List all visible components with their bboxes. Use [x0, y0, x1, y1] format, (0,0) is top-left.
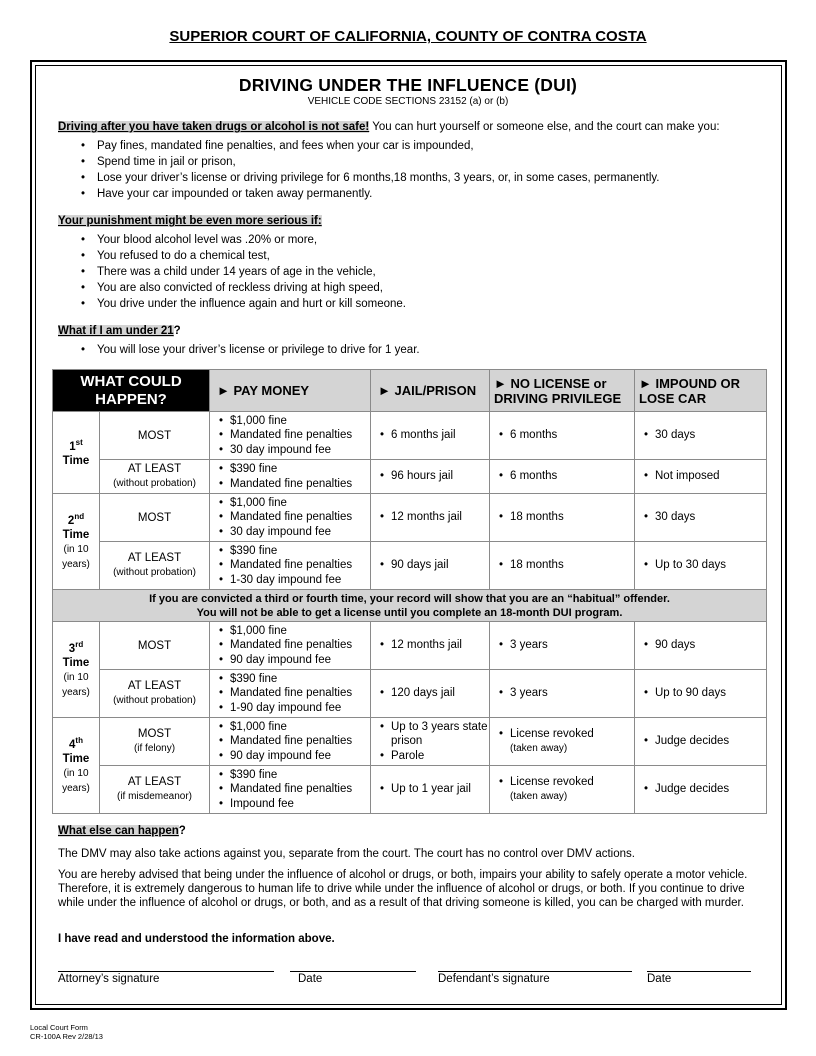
- header-impound: ► IMPOUND OR LOSE CAR: [635, 370, 767, 412]
- level-most: MOST: [100, 412, 210, 460]
- list-item: • Mandated fine penalties: [217, 638, 370, 653]
- list-item: • You drive under the influence again and hurt or kill someone.: [58, 296, 406, 312]
- list-item: • 3 years: [497, 638, 634, 653]
- license-cell: [490, 494, 635, 542]
- defendant-signature-label: Defendant’s signature: [438, 973, 550, 985]
- list-item: • $390 fine: [217, 544, 370, 559]
- table-row: [53, 460, 767, 494]
- license-cell: [490, 622, 635, 670]
- impound-cell: [635, 766, 767, 814]
- else-heading: What else can happen: [58, 825, 179, 837]
- jail-cell: [371, 718, 490, 766]
- table-header-row: [53, 370, 767, 412]
- offense-third: 3rd Time (in 10 years): [53, 622, 100, 718]
- intro-list: [58, 138, 659, 202]
- list-item: • $390 fine: [217, 462, 370, 477]
- jail-cell: [371, 460, 490, 494]
- offense-fourth: 4th Time (in 10 years): [53, 718, 100, 814]
- footer-form-number: CR-100A Rev 2/28/13: [30, 1032, 103, 1041]
- level-at-least: AT LEAST (without probation): [100, 460, 210, 494]
- else-suffix: ?: [178, 825, 186, 837]
- license-cell: [490, 766, 635, 814]
- license-cell: [490, 542, 635, 590]
- list-item: • 90 days jail: [378, 558, 489, 573]
- attorney-signature-label: Attorney’s signature: [58, 973, 160, 985]
- money-cell: [210, 670, 371, 718]
- list-item: • Up to 30 days: [642, 558, 766, 573]
- impound-cell: [635, 460, 767, 494]
- level-at-least-misdemeanor: AT LEAST (if misdemeanor): [100, 766, 210, 814]
- list-item: • Up to 1 year jail: [378, 782, 489, 797]
- money-cell: [210, 460, 371, 494]
- list-item: • Judge decides: [642, 734, 766, 749]
- serious-paragraph: [58, 215, 322, 227]
- list-item: • 96 hours jail: [378, 469, 489, 484]
- list-item: • You refused to do a chemical test,: [58, 248, 406, 264]
- level-at-least: AT LEAST (without probation): [100, 670, 210, 718]
- money-cell: [210, 718, 371, 766]
- list-item: • Impound fee: [217, 797, 370, 812]
- list-item: • License revoked (taken away): [497, 727, 634, 757]
- penalty-table: [52, 369, 767, 814]
- table-row: [53, 766, 767, 814]
- table-row: [53, 494, 767, 542]
- list-item: • 6 months: [497, 469, 634, 484]
- list-item: • Up to 3 years state prison: [378, 720, 489, 749]
- dmv-notice: The DMV may also take actions against you, separate from the court. The court has no control over DMV actions.: [58, 848, 635, 860]
- level-most: MOST: [100, 494, 210, 542]
- impound-cell: [635, 670, 767, 718]
- money-cell: [210, 494, 371, 542]
- list-item: • $1,000 fine: [217, 414, 370, 429]
- impound-cell: [635, 622, 767, 670]
- jail-cell: [371, 494, 490, 542]
- list-item: • 1-90 day impound fee: [217, 701, 370, 716]
- jail-cell: [371, 766, 490, 814]
- list-item: • Mandated fine penalties: [217, 428, 370, 443]
- license-cell: [490, 460, 635, 494]
- intro-heading: Driving after you have taken drugs or alcohol is not safe!: [58, 121, 370, 133]
- impound-cell: [635, 542, 767, 590]
- money-cell: [210, 766, 371, 814]
- attorney-date-line[interactable]: [290, 971, 416, 972]
- list-item: • 30 days: [642, 510, 766, 525]
- list-item: • 12 months jail: [378, 638, 489, 653]
- jail-cell: [371, 412, 490, 460]
- defendant-date-line[interactable]: [647, 971, 751, 972]
- offense-second: 2nd Time (in 10 years): [53, 494, 100, 590]
- list-item: • 6 months jail: [378, 428, 489, 443]
- money-cell: [210, 542, 371, 590]
- money-cell: [210, 412, 371, 460]
- jail-cell: [371, 542, 490, 590]
- money-cell: [210, 622, 371, 670]
- form-footer: [30, 1023, 103, 1041]
- else-paragraph: [58, 825, 186, 837]
- impound-cell: [635, 412, 767, 460]
- list-item: • $390 fine: [217, 672, 370, 687]
- list-item: • 3 years: [497, 686, 634, 701]
- list-item: • Mandated fine penalties: [217, 510, 370, 525]
- form-title: DRIVING UNDER THE INFLUENCE (DUI): [238, 75, 578, 95]
- header-no-license: ► NO LICENSE or DRIVING PRIVILEGE: [490, 370, 635, 412]
- table-row: [53, 412, 767, 460]
- offense-first: 1st Time: [53, 412, 100, 494]
- list-item: • Lose your driver’s license or driving privilege for 6 months,18 months, 3 years, or, in some cases, permanently.: [58, 170, 659, 186]
- license-cell: [490, 670, 635, 718]
- table-row: [53, 622, 767, 670]
- jail-cell: [371, 622, 490, 670]
- header-jail-prison: ► JAIL/PRISON: [371, 370, 490, 412]
- habitual-offender-banner: If you are convicted a third or fourth time, your record will show that you are an “habitual” offender. You will not be able to get a license until you complete an 18-month DUI program.: [53, 590, 767, 622]
- list-item: • 30 day impound fee: [217, 443, 370, 458]
- table-row: [53, 718, 767, 766]
- list-item: • Have your car impounded or taken away permanently.: [58, 186, 659, 202]
- under21-paragraph: [58, 325, 181, 337]
- license-cell: [490, 412, 635, 460]
- list-item: • 90 day impound fee: [217, 749, 370, 764]
- form-subtitle: VEHICLE CODE SECTIONS 23152 (a) or (b): [307, 96, 509, 107]
- list-item: • Spend time in jail or prison,: [58, 154, 659, 170]
- level-most-felony: MOST (if felony): [100, 718, 210, 766]
- list-item: • 12 months jail: [378, 510, 489, 525]
- intro-text: You can hurt yourself or someone else, and the court can make you:: [369, 121, 720, 133]
- list-item: • Pay fines, mandated fine penalties, and fees when your car is impounded,: [58, 138, 659, 154]
- header-pay-money: ► PAY MONEY: [210, 370, 371, 412]
- list-item: • License revoked (taken away): [497, 775, 634, 805]
- list-item: • $1,000 fine: [217, 624, 370, 639]
- list-item: • You are also convicted of reckless driving at high speed,: [58, 280, 406, 296]
- defendant-signature-line[interactable]: [438, 971, 632, 972]
- list-item: • Mandated fine penalties: [217, 782, 370, 797]
- list-item: • There was a child under 14 years of age in the vehicle,: [58, 264, 406, 280]
- impound-cell: [635, 494, 767, 542]
- table-row: [53, 542, 767, 590]
- table-row: [53, 670, 767, 718]
- list-item: • 1-30 day impound fee: [217, 573, 370, 588]
- list-item: • $390 fine: [217, 768, 370, 783]
- list-item: • Parole: [378, 749, 489, 764]
- footer-form-type: Local Court Form: [30, 1023, 88, 1032]
- defendant-date-label: Date: [647, 973, 672, 985]
- level-at-least: AT LEAST (without probation): [100, 542, 210, 590]
- list-item: • You will lose your driver’s license or privilege to drive for 1 year.: [58, 342, 420, 358]
- list-item: • 18 months: [497, 510, 634, 525]
- list-item: • Mandated fine penalties: [217, 477, 370, 492]
- intro-paragraph: [58, 121, 720, 133]
- list-item: • 30 day impound fee: [217, 525, 370, 540]
- under21-suffix: ?: [173, 325, 181, 337]
- level-most: MOST: [100, 622, 210, 670]
- list-item: • Judge decides: [642, 782, 766, 797]
- attorney-date-label: Date: [298, 973, 323, 985]
- list-item: • Up to 90 days: [642, 686, 766, 701]
- acknowledgement: I have read and understood the information above.: [58, 933, 335, 945]
- list-item: • $1,000 fine: [217, 720, 370, 735]
- list-item: • $1,000 fine: [217, 496, 370, 511]
- list-item: • 6 months: [497, 428, 634, 443]
- license-cell: [490, 718, 635, 766]
- impound-cell: [635, 718, 767, 766]
- table-row: [53, 590, 767, 622]
- list-item: • Not imposed: [642, 469, 766, 484]
- under21-list: [58, 342, 420, 358]
- list-item: • 18 months: [497, 558, 634, 573]
- list-item: • Mandated fine penalties: [217, 686, 370, 701]
- court-name: SUPERIOR COURT OF CALIFORNIA, COUNTY OF CONTRA COSTA: [169, 28, 647, 45]
- list-item: • 90 day impound fee: [217, 653, 370, 668]
- attorney-signature-line[interactable]: [58, 971, 274, 972]
- header-what-could-happen: WHAT COULD HAPPEN?: [53, 370, 210, 412]
- list-item: • 30 days: [642, 428, 766, 443]
- list-item: • 90 days: [642, 638, 766, 653]
- list-item: • Your blood alcohol level was .20% or more,: [58, 232, 406, 248]
- murder-advisement: You are hereby advised that being under the influence of alcohol or drugs, or both, impairs your ability to safely operate a motor vehicle. Therefore, it is extremely dangerous to human life to drive while under the influence of alcohol or drugs, or both. If you continue to drive while under the influence of alcohol or drugs, or both, and as a result of that driving someone is killed, you can be charged with murder.: [58, 869, 748, 909]
- under21-heading: What if I am under 21: [58, 325, 174, 337]
- serious-list: [58, 232, 406, 312]
- list-item: • Mandated fine penalties: [217, 558, 370, 573]
- jail-cell: [371, 670, 490, 718]
- list-item: • 120 days jail: [378, 686, 489, 701]
- list-item: • Mandated fine penalties: [217, 734, 370, 749]
- serious-heading: Your punishment might be even more serious if:: [58, 215, 322, 227]
